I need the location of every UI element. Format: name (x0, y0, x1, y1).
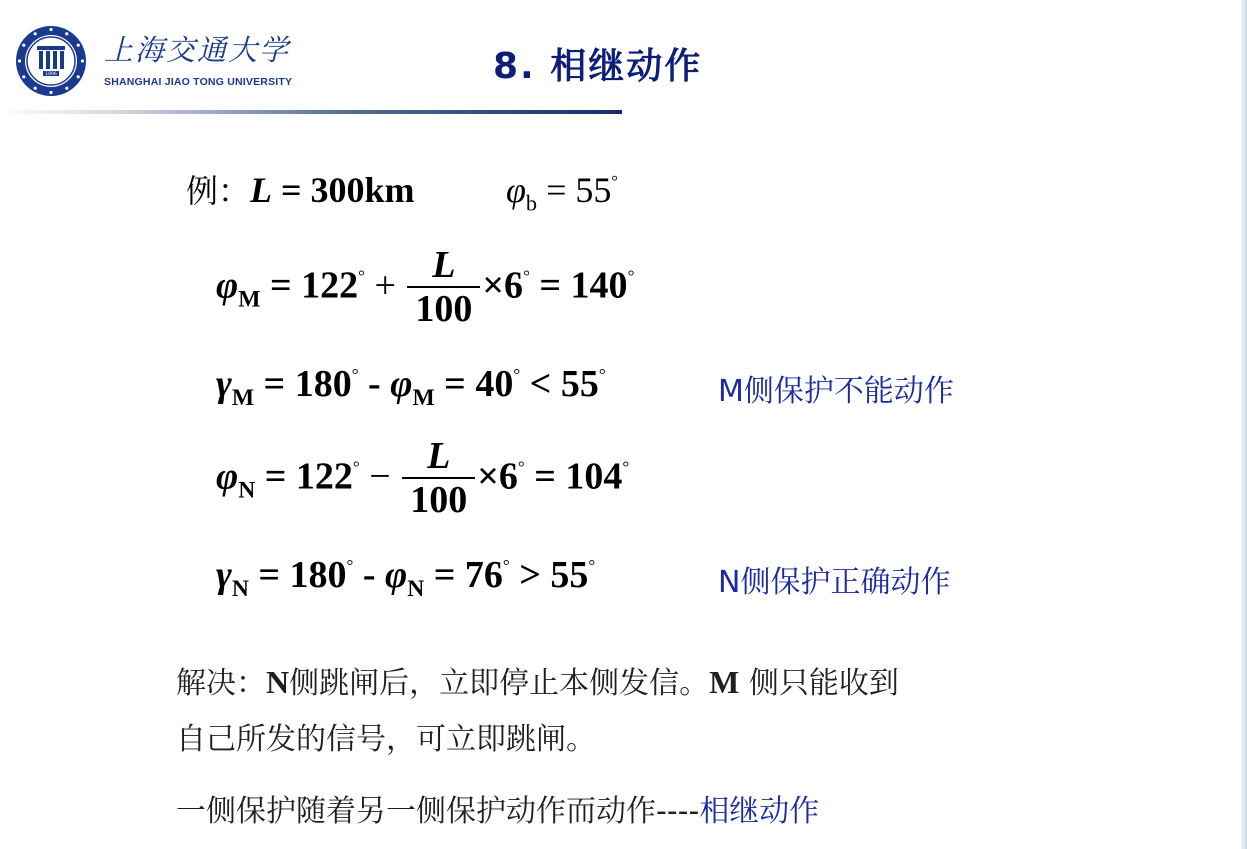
sjtu-logo-icon (14, 24, 88, 98)
L-value: = 300km (272, 170, 415, 210)
header-divider (0, 110, 622, 114)
slide-edge (1241, 0, 1247, 849)
note-M-side: M侧保护不能动作 (718, 374, 954, 409)
equation-phi-N: $\varphi_N = 122^\circ$ − $\frac{L}{100}$ ×6° = 104° (216, 435, 630, 521)
equation-gamma-N: $\gamma_N = 180^\circ - \varphi_N = 76^\circ > 55^\circ$ (216, 554, 596, 602)
slide-header (0, 0, 1247, 120)
slide-title: 8. 相继动作 (493, 46, 703, 87)
university-name-en: SHANGHAI JIAO TONG UNIVERSITY (104, 76, 293, 88)
university-name-cn: 上海交通大学 (104, 33, 291, 67)
phi-b-value: = 55 (537, 170, 612, 210)
equation-phi-M: $\varphi_M = 122^\circ$ + $\frac{L}{100}$ ×6° = 140° (216, 244, 635, 330)
example-line: 例：L = 300km $\varphi_b = 55^\circ$ (186, 170, 618, 216)
phi-b-sub: b (525, 190, 538, 216)
note-N-side: N侧保护正确动作 (718, 565, 951, 600)
svg-text:1896: 1896 (45, 72, 57, 77)
equation-gamma-M: $\gamma_M = 180^\circ - \varphi_M = 40^\circ < 55^\circ$ (216, 363, 606, 411)
phi-b-symbol: φ (506, 170, 526, 210)
conclusion-highlight: 相继动作 (699, 794, 820, 829)
conclusion-line: 一侧保护随着另一侧保护动作而动作----相继动作 (176, 794, 820, 829)
solution-line-1: 解决：N侧跳闸后，立即停止本侧发信。M 侧只能收到 (176, 664, 899, 701)
fraction-L-over-100: $\frac{L}{100}$ (402, 437, 475, 523)
fraction-L-over-100: $\frac{L}{100}$ (407, 246, 480, 332)
example-prefix: 例： (186, 172, 251, 210)
solution-line-2: 自己所发的信号，可立即跳闸。 (176, 722, 596, 757)
var-L: L (250, 170, 273, 210)
